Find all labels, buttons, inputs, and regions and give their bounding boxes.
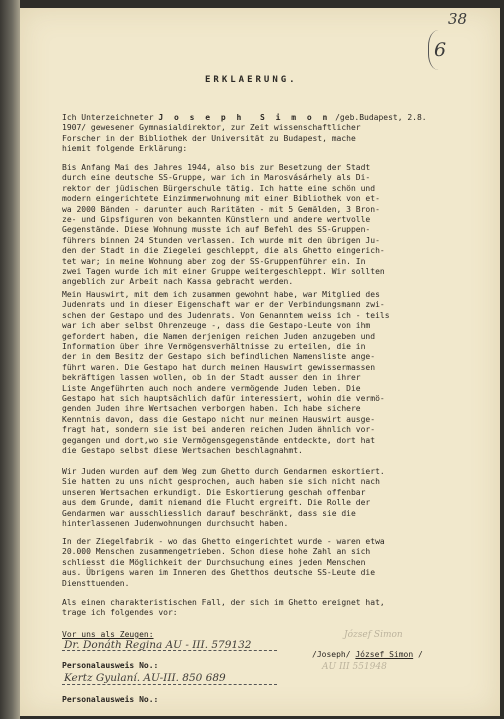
text-line: Wir Juden wurden auf dem Weg zum Ghetto durch Gendarmen eskortiert.: [62, 467, 385, 476]
text-line: In der Ziegelfabrik - wo das Ghetto eingerichtet wurde - waren etwa: [62, 537, 385, 546]
text-line: schliesst die Möglichkeit der Durchsuchung eines jeden Menschen: [62, 557, 366, 567]
text-line: die Gestapo selbst diese Wertsachen beschlagnahmt.: [62, 446, 303, 456]
text-line: Bis Anfang Mai des Jahres 1944, also bis zur Besetzung der Stadt: [62, 163, 371, 172]
text-line: rektor der jüdischen Bürgerschule tätig. Ich hatte eine schön und: [62, 183, 376, 193]
text-line: führers binnen 24 Stunden verlassen. Ich wurde mit den übrigen Ju-: [62, 235, 380, 245]
text-line: Diensttuenden.: [62, 578, 130, 588]
text-line: 20.000 Menschen zusammengetrieben. Schon diese hohe Zahl an sich: [62, 547, 371, 557]
text-line: wa 2000 Bänden - darunter auch Raritäten - mit 5 Gemälden, 3 Bron-: [62, 204, 380, 214]
text-line: Liste Angeführten auch noch andere vermögende Juden leben. Die: [62, 383, 361, 393]
intro-name: J o s e p h S i m o n: [158, 113, 331, 122]
faint-signature: József Simon: [344, 630, 403, 640]
text-line: gegangen und dort,wo sie Vermögensgegenstände entdeckte, dort hat: [62, 435, 376, 445]
text-line: fragt hat, sondern sie ist bei anderen reichen Juden ähnlich vor-: [62, 425, 376, 435]
binding-edge: [0, 0, 20, 719]
paragraph-gendarmes: [62, 467, 498, 529]
text-line: hinterlassenen Judenwohnungen durchsucht haben.: [62, 519, 289, 529]
signatory-name: József Simon: [355, 650, 414, 659]
text-line: war ich aber selbst Ohrenzeuge -, dass die Gestapo-Leute von ihm: [62, 321, 371, 331]
text-line: Sie hatten zu uns nicht gesprochen, auch haben sie sich nicht nach: [62, 477, 380, 487]
text-line: der in dem Besitz der Gestapo sich befindlichen Namensliste ange-: [62, 352, 376, 362]
paragraph-case-intro: [62, 598, 498, 619]
text-line: ze- und Gipsfiguren von bekannten Künstlern und andere wertvolle: [62, 215, 371, 225]
text-line: tet war; in meine Wohnung aber zog der SS-Gruppenführer ein. In: [62, 256, 366, 266]
text-line: Kenntnis davon, dass die Gestapo nicht nur meinen Hauswirt ausge-: [62, 414, 376, 424]
intro-paragraph: [62, 113, 498, 155]
intro-lead: Ich Unterzeichneter: [62, 113, 159, 122]
signature-line: [62, 684, 277, 685]
text-line: genden Juden ihre Wertsachen verborgen haben. Ich habe sichere: [62, 404, 361, 414]
id-label-1: Personalausweis No.:: [62, 661, 159, 670]
folio-number-top: 38: [448, 10, 468, 28]
intro-line: 1907/ gewesener Gymnasialdirektor, zur Zeit wissenschaftlicher: [62, 123, 361, 133]
signatory-typed: [312, 650, 423, 659]
intro-line: Forscher in der Bibliothek der Universität zu Budapest, mache: [62, 133, 356, 143]
intro-line: hiemit folgende Erklärung:: [62, 144, 188, 154]
text-line: aus dem Grunde, damit niemand die Flucht ergreift. Die Rolle der: [62, 498, 371, 508]
paragraph-ziegelfabrik: [62, 537, 498, 589]
signatory-prefix: /Joseph/: [312, 650, 356, 659]
text-line: angeblich zur Arbeit nach Kassa gebracht werden.: [62, 277, 294, 287]
text-line: trage ich folgendes vor:: [62, 608, 178, 618]
text-line: Information über ihre Vermögensverhältnisse zu erteilen, die in: [62, 342, 366, 352]
signatory-suffix: /: [413, 650, 423, 659]
witness-2-handwriting: Kertz Gyulaní. AU-III. 850 689: [64, 672, 226, 684]
signature-line: [62, 650, 277, 651]
text-line: Judenrats und in dieser Eigenschaft war er der Verbindungsmann zwi-: [62, 300, 385, 310]
text-line: den der Stadt in die Ziegelei geschleppt, die als Ghetto eingerich-: [62, 246, 385, 256]
paragraph-residence: [62, 163, 498, 288]
text-line: durch eine deutsche SS-Gruppe, war ich in Marosvásárhely als Di-: [62, 173, 371, 183]
text-line: unseren Wertsachen erkundigt. Die Eskortierung geschah offenbar: [62, 487, 366, 497]
text-line: zwei Tagen wurde ich mit einer Gruppe weitergeschleppt. Wir sollten: [62, 267, 385, 277]
text-line: bekräftigen lassen wollen, ob in der Stadt ausser den in ihrer: [62, 373, 361, 383]
text-line: führt waren. Die Gestapo hat durch meinen Hauswirt gewissermassen: [62, 362, 376, 372]
text-line: modern eingerichtete Einzimmerwohnung mit einer Bibliothek von et-: [62, 194, 380, 204]
document-title: ERKLAERUNG.: [205, 75, 298, 85]
folio-number-circled: 6: [428, 30, 454, 70]
witness-1-handwriting: Dr. Donáth Regina AU - III. 579132: [64, 639, 252, 651]
text-line: gefordert haben, die Namen derjenigen reichen Juden anzugeben und: [62, 331, 376, 341]
id-label-2: Personalausweis No.:: [62, 695, 159, 704]
intro-rest: /geb.Budapest, 2.8.: [330, 113, 427, 122]
faint-signatory-id: AU III 551948: [322, 662, 387, 672]
text-line: Mein Hauswirt, mit dem ich zusammen gewohnt habe, war Mitglied des: [62, 290, 380, 299]
text-line: schen der Gestapo und des Judenrats. Von Genanntem weiss ich - teils: [62, 310, 390, 320]
text-line: aus. Übrigens waren im Inneren des Ghetthos deutsche SS-Leute die: [62, 568, 376, 578]
text-line: Gestapo hat sich hauptsächlich dafür interessiert, wohin die vermö-: [62, 394, 385, 404]
text-line: Gegenstände. Diese Wohnung musste ich auf Befehl des SS-Gruppen-: [62, 225, 371, 235]
paragraph-gestapo: [62, 290, 498, 457]
text-line: Gendarmen war ausschliesslich darauf beschränkt, dass sie die: [62, 508, 356, 518]
text-line: Als einen charakteristischen Fall, der sich im Ghetto ereignet hat,: [62, 598, 385, 607]
witnesses-label: Vor uns als Zeugen:: [62, 630, 154, 639]
